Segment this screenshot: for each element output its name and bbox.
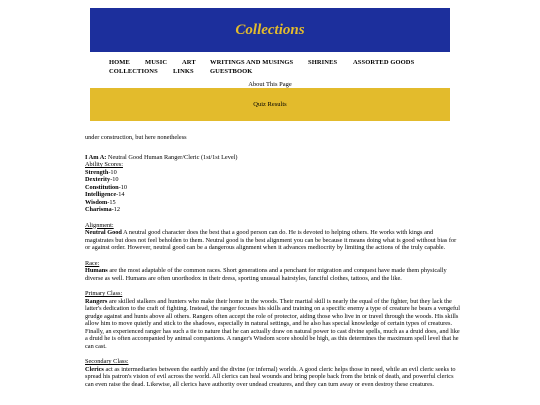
- i-am-label: I Am A:: [85, 153, 107, 161]
- ability-name: Strength: [85, 168, 109, 176]
- ability-row: [85, 199, 460, 207]
- ability-value: -12: [111, 206, 120, 213]
- ability-value: -10: [110, 176, 119, 183]
- primary-class-text: [85, 298, 460, 351]
- ability-value: -15: [107, 198, 116, 206]
- ability-row: [85, 169, 460, 177]
- about-section: [0, 81, 540, 88]
- quiz-banner: [90, 88, 450, 121]
- i-am-line: [85, 154, 460, 162]
- secondary-class-text: [85, 366, 460, 389]
- nav-row-2: [109, 67, 449, 76]
- nav-link-home[interactable]: HOME: [109, 59, 130, 66]
- race-heading: Race:: [85, 259, 100, 267]
- secondary-class-section: [85, 358, 460, 388]
- alignment-term: Neutral Good: [85, 229, 122, 236]
- nav-link-assorted-goods[interactable]: ASSORTED GOODS: [353, 59, 415, 66]
- alignment-heading: Alignment:: [85, 221, 114, 229]
- primary-class-section: [85, 290, 460, 350]
- ability-name: Constitution: [85, 183, 119, 191]
- quiz-title: Quiz Results: [253, 101, 287, 108]
- ability-name: Intelligence: [85, 191, 117, 198]
- i-am-value: Neutral Good Human Ranger/Cleric (1st/1st Level): [107, 153, 238, 161]
- nav-row-1: [109, 58, 449, 67]
- secondary-class-term: Clerics: [85, 365, 104, 373]
- ability-scores: [85, 161, 460, 214]
- alignment-description: A neutral good character does the best that a good person can do. He is devoted to helping others. He works with kings and magistrates but does not feel beholden to them. Neutral good is the best alignment you can be because it means doing what is good without bias for or against order. However, neutral good can be a dangerous alignment when it advances mediocrity by limiting the actions of the truly capable.: [85, 229, 457, 251]
- alignment-section: [85, 222, 460, 252]
- ability-scores-heading: Ability Scores:: [85, 161, 123, 168]
- primary-class-term: Rangers: [85, 297, 108, 305]
- nav-link-guestbook[interactable]: GUESTBOOK: [210, 68, 253, 75]
- nav-link-writings[interactable]: WRITINGS AND MUSINGS: [210, 59, 294, 66]
- primary-class-description: are skilled stalkers and hunters who make their home in the woods. Their martial skill is nearly the equal of the fighter, but they lack the latter's dedication to the craft of fighting. Instead, the ranger focuses his skills and training on a specific enemy a type of creature he bears a vengeful grudge against and hunts above all others. Rangers often accept the role of protector, aiding those who live in or travel through the woods. His skills allow him to move quietly and stick to the shadows, especially in natural settings, and he also has special knowledge of certain types of creatures. Finally, an experienced ranger has such a tie to nature that he can actually draw on natural power to cast divine spells, much as a druid does, and like a druid he is often accompanied by animal companions. A ranger's Wisdom score should be high, as this determines the maximum spell level that he can cast.: [85, 297, 460, 350]
- race-text: [85, 267, 460, 282]
- ability-name: Wisdom: [85, 198, 108, 206]
- site-title: Collections: [235, 21, 305, 38]
- nav-link-links[interactable]: LINKS: [173, 68, 194, 75]
- nav-link-music[interactable]: MUSIC: [145, 59, 168, 66]
- ability-row: [85, 184, 460, 192]
- page-content: [85, 134, 460, 396]
- ability-row: [85, 191, 460, 199]
- secondary-class-heading: Secondary Class:: [85, 358, 129, 365]
- nav-link-collections[interactable]: COLLECTIONS: [109, 68, 158, 75]
- race-description: are the most adaptable of the common races. Short generations and a penchant for migration and conquest have made them physically diverse as well. Humans are often unorthodox in their dress, sporting unusual hairstyles, fanciful clothes, tattoos, and the like.: [85, 267, 447, 282]
- ability-value: -14: [116, 191, 125, 198]
- main-nav: [109, 58, 449, 76]
- nav-link-art[interactable]: ART: [182, 59, 196, 66]
- ability-value: -10: [108, 168, 117, 176]
- site-banner: [90, 8, 450, 52]
- construction-note: under construction, but here nonetheless: [85, 134, 187, 141]
- ability-value: -10: [118, 183, 127, 191]
- primary-class-heading: Primary Class:: [85, 290, 123, 297]
- race-section: [85, 260, 460, 283]
- nav-link-shrines[interactable]: SHRINES: [308, 59, 338, 66]
- ability-name: Charisma: [85, 206, 112, 213]
- ability-name: Dexterity: [85, 176, 111, 183]
- secondary-class-description: act as intermediaries between the earthly and the divine (or infernal) worlds. A good cleric helps those in need, while an evil cleric seeks to spread his patron's vision of evil across the world. All clerics can heal wounds and bring people back from the brink of death, and powerful clerics can even raise the dead. Likewise, all clerics have authority over undead creatures, and they can turn away or even destroy these creatures.: [85, 365, 456, 388]
- race-term: Humans: [85, 267, 108, 274]
- alignment-text: [85, 229, 460, 252]
- ability-row: [85, 206, 460, 214]
- ability-row: [85, 176, 460, 184]
- about-link[interactable]: About This Page: [248, 81, 292, 88]
